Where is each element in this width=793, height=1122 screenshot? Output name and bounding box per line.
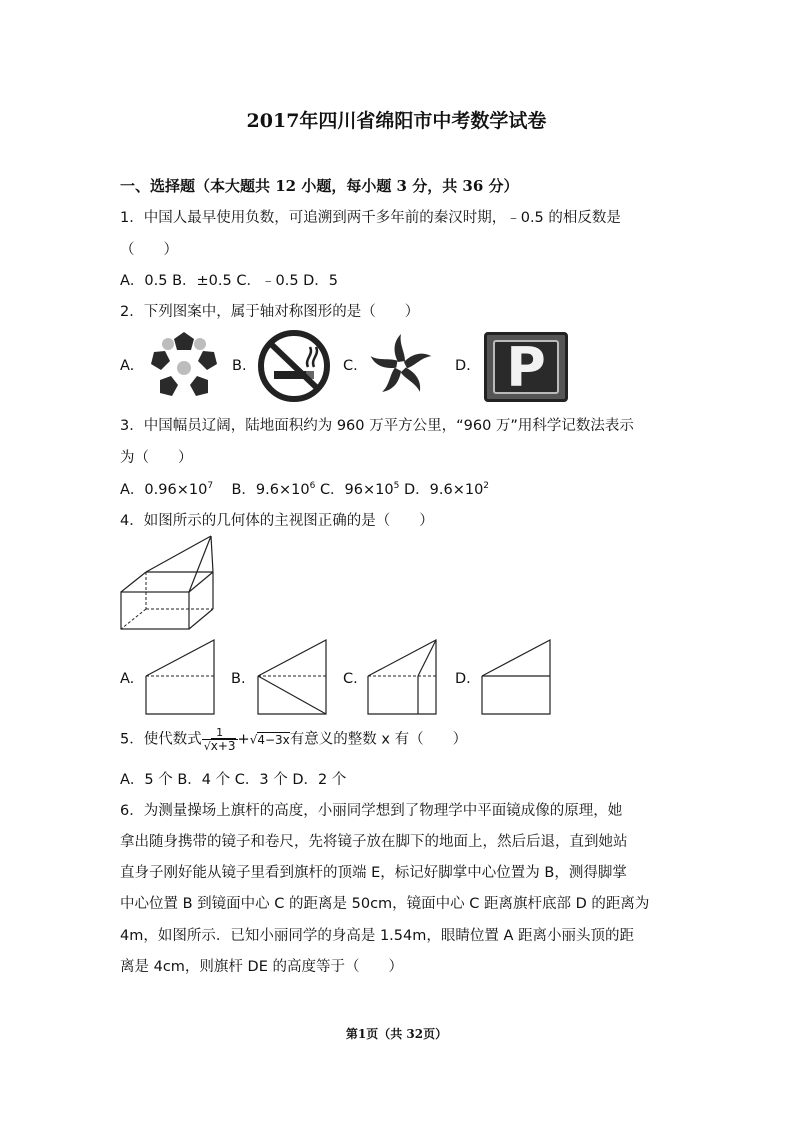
q5-fraction-numerator: 1 — [216, 726, 224, 739]
q5-plus: + — [237, 731, 250, 748]
q4-label-c: C. — [343, 671, 358, 687]
q5-stem — [120, 726, 467, 753]
q1-stem-line1: 1．中国人最早使用负数，可追溯到两千多年前的秦汉时期，﹣0.5 的相反数是 — [120, 210, 621, 226]
q4-view-d — [480, 638, 554, 716]
q5-fraction-denominator: √x+3 — [203, 739, 236, 753]
q4-label-a: A. — [120, 671, 135, 687]
page-title: 2017年四川省绵阳市中考数学试卷 — [246, 110, 547, 132]
q6-line-5: 4m，如图所示．已知小丽同学的身高是 1.54m，眼睛位置 A 距离小丽头顶的距 — [120, 928, 635, 944]
q4-view-c — [366, 638, 440, 716]
q6-line-2: 拿出随身携带的镜子和卷尺，先将镜子放在脚下的地面上，然后后退，直到她站 — [120, 834, 628, 850]
q3-stem-line2: 为（ ） — [120, 450, 193, 466]
q5-sqrt-2: √4−3x — [249, 732, 290, 747]
parking-sign-inner — [493, 336, 559, 399]
q3-option-b: B．9.6×10 — [231, 482, 310, 498]
parking-letter: P — [506, 336, 546, 399]
q2-figure-a-pentagon-pattern — [146, 330, 222, 402]
q5-sqrt-radicand-2: 4−3x — [257, 732, 290, 747]
q2-label-b: B. — [232, 358, 247, 374]
q1-stem-line2: （ ） — [120, 242, 178, 258]
q3-option-b-exponent: 6 — [309, 481, 316, 492]
q6-line-6: 离是 4cm，则旗杆 DE 的高度等于（ ） — [120, 959, 403, 975]
q5-stem-pre: 5．使代数式 — [120, 731, 202, 748]
q6-line-1: 6．为测量操场上旗杆的高度，小丽同学想到了物理学中平面镜成像的原理，她 — [120, 803, 623, 819]
q2-figure-b-no-smoking-icon — [256, 329, 332, 403]
q4-label-d: D. — [455, 671, 471, 687]
q3-option-a-exponent: 7 — [207, 481, 214, 492]
q5-fraction — [202, 726, 238, 753]
q4-stem: 4．如图所示的几何体的主视图正确的是（ ） — [120, 513, 434, 529]
section-heading: 一、选择题（本大题共 12 小题，每小题 3 分，共 36 分） — [120, 177, 519, 195]
q3-option-a: A．0.96×10 — [120, 482, 208, 498]
q3-option-d: D．9.6×10 — [403, 482, 484, 498]
q4-label-b: B. — [231, 671, 246, 687]
q3-option-c: C．96×10 — [319, 482, 394, 498]
q4-view-a — [144, 638, 218, 716]
q1-options: A．0.5 B．±0.5 C．﹣0.5 D．5 — [120, 273, 339, 289]
q6-line-4: 中心位置 B 到镜面中心 C 的距离是 50cm，镜面中心 C 距离旗杆底部 D 的距离为 — [120, 896, 650, 912]
q3-option-c-exponent: 5 — [393, 481, 400, 492]
q3-options — [120, 478, 489, 499]
q5-stem-post: 有意义的整数 x 有（ ） — [289, 731, 468, 748]
q2-stem: 2．下列图案中，属于轴对称图形的是（ ） — [120, 304, 420, 320]
page-footer: 第1页（共 32页） — [345, 1027, 448, 1041]
q3-option-d-exponent: 2 — [483, 481, 490, 492]
q3-stem-line1: 3．中国幅员辽阔，陆地面积约为 960 万平方公里，“960 万”用科学记数法表示 — [120, 418, 634, 434]
q5-options: A．5 个 B．4 个 C．3 个 D．2 个 — [120, 772, 347, 788]
q5-sqrt-radicand-1: x+3 — [210, 739, 236, 753]
q2-figure-d-parking-sign — [484, 332, 568, 402]
q6-line-3: 直身子刚好能从镜子里看到旗杆的顶端 E，标记好脚掌中心位置为 B，测得脚掌 — [120, 865, 627, 881]
q2-label-c: C. — [343, 358, 358, 374]
q4-solid-figure — [118, 534, 218, 632]
q2-figure-c-pinwheel-icon — [366, 332, 436, 400]
q4-view-b — [256, 638, 330, 716]
q2-label-d: D. — [455, 358, 471, 374]
q2-label-a: A. — [120, 358, 135, 374]
